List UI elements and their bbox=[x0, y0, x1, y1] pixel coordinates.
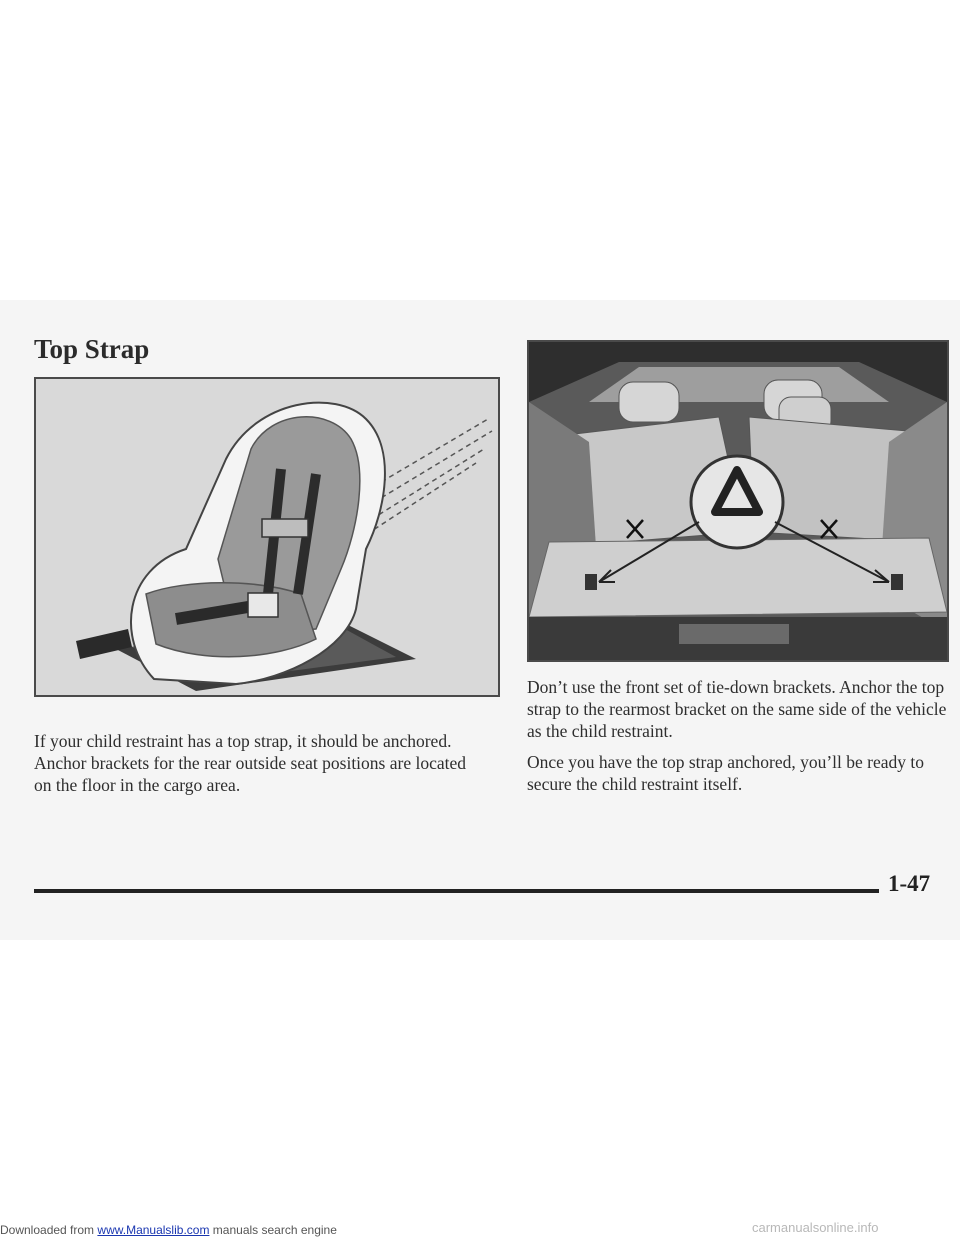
paragraph-left: If your child restraint has a top strap, it should be anchored. Anchor brackets for the rear outside seat positions are located on the floor in the cargo area. bbox=[34, 731, 466, 795]
footer-rule bbox=[34, 889, 879, 893]
page-number: 1-47 bbox=[888, 871, 931, 896]
child-seat-illustration bbox=[34, 377, 500, 697]
download-prefix: Downloaded from bbox=[0, 1223, 95, 1237]
watermark: carmanualsonline.info bbox=[752, 1220, 879, 1235]
cargo-area-drawing bbox=[529, 342, 947, 660]
download-suffix: manuals search engine bbox=[212, 1223, 337, 1237]
paragraph-right-2: Once you have the top strap anchored, you’ll be ready to secure the child restraint itself. bbox=[527, 752, 925, 794]
cargo-area-anchor-illustration bbox=[527, 340, 949, 662]
section-title: Top Strap bbox=[34, 334, 150, 364]
manualslib-link[interactable]: www.Manualslib.com bbox=[97, 1223, 210, 1237]
child-seat-drawing bbox=[36, 379, 498, 695]
paragraph-right-1: Don’t use the front set of tie-down brackets. Anchor the top strap to the rearmost bracket on the same side of the vehicle as the child restraint. bbox=[527, 677, 947, 741]
